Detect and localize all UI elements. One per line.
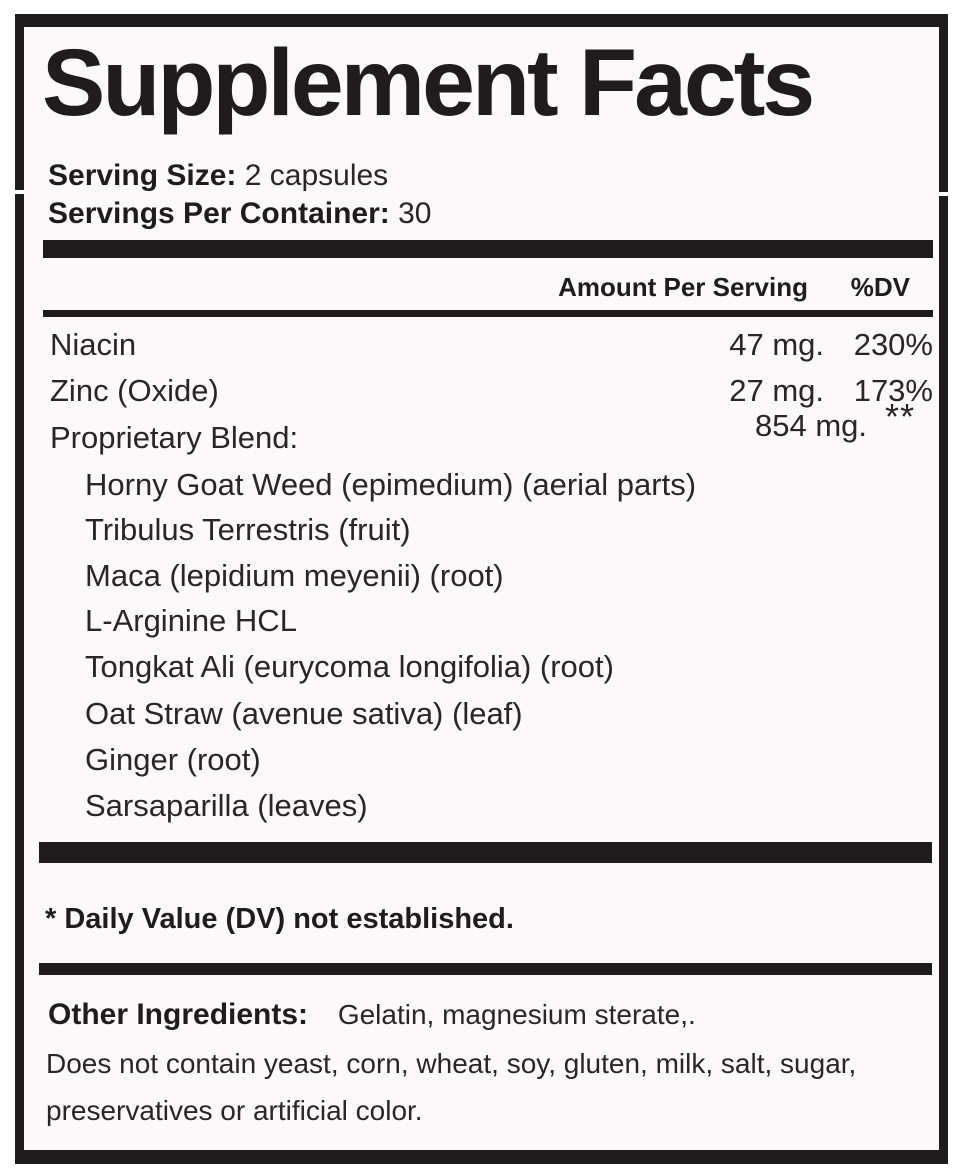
border-seam-right: [939, 192, 948, 196]
disclaimer-line-1: Does not contain yeast, corn, wheat, soy, gluten, milk, salt, sugar,: [46, 1048, 857, 1079]
supplement-facts-label: [15, 14, 948, 1164]
servings-per-container-row: [48, 195, 431, 232]
nutrient-name: Niacin: [50, 327, 137, 362]
other-ingredients-row: [48, 996, 696, 1034]
disclaimer-line-2: preservatives or artificial color.: [46, 1095, 423, 1126]
blend-item: Oat Straw (avenue sativa) (leaf): [85, 696, 523, 731]
blend-item: Sarsaparilla (leaves): [85, 788, 368, 823]
blend-item: Maca (lepidium meyenii) (root): [85, 558, 504, 593]
separator-bar-thick-middle: [39, 842, 932, 863]
servings-per-container-value: 30: [398, 197, 432, 230]
blend-item: L-Arginine HCL: [85, 603, 297, 638]
dv-header: %DV: [850, 272, 910, 302]
amount-per-serving-header: Amount Per Serving: [558, 272, 808, 302]
blend-item: Tribulus Terrestris (fruit): [85, 512, 411, 547]
nutrient-name: Zinc (Oxide): [50, 373, 219, 408]
nutrient-name: Proprietary Blend:: [50, 420, 299, 455]
nutrient-dv-asterisks: **: [884, 396, 915, 437]
other-ingredients-value: Gelatin, magnesium sterate,.: [337, 999, 696, 1030]
servings-per-container-label: Servings Per Container:: [48, 197, 390, 230]
blend-item: Horny Goat Weed (epimedium) (aerial parts): [85, 467, 697, 502]
serving-size-label: Serving Size:: [48, 159, 237, 192]
label-title: Supplement Facts: [42, 30, 813, 136]
serving-size-value: 2 capsules: [244, 159, 389, 192]
blend-item: Ginger (root): [85, 742, 261, 777]
blend-item: Tongkat Ali (eurycoma longifolia) (root): [85, 649, 614, 684]
nutrient-dv: 230%: [853, 327, 933, 362]
separator-bar-thin-bottom: [39, 963, 932, 975]
header-underline: [43, 310, 933, 317]
separator-bar-thick-top: [43, 240, 933, 258]
border-seam-left: [15, 190, 24, 194]
dv-footnote: * Daily Value (DV) not established.: [45, 903, 514, 935]
nutrient-dv: 173%: [853, 373, 933, 408]
nutrient-amount: 854 mg.: [754, 408, 867, 443]
nutrient-amount: 27 mg.: [729, 373, 824, 408]
other-ingredients-label: Other Ingredients:: [48, 998, 309, 1031]
serving-size-row: [48, 157, 388, 194]
nutrient-amount: 47 mg.: [729, 327, 824, 362]
